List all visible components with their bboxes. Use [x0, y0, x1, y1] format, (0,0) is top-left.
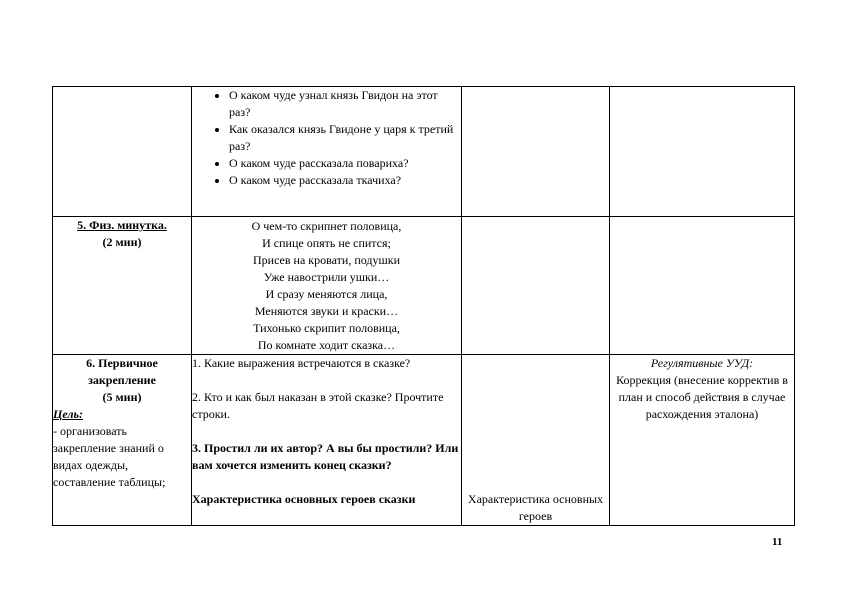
stage-cell — [53, 87, 192, 217]
stage-title-line: закрепление — [88, 373, 156, 387]
stage-title-line: 6. Первичное — [86, 356, 158, 370]
table-row — [53, 217, 795, 355]
goal-label: Цель: — [53, 407, 83, 421]
list-item: • О каком чуде узнал князь Гвидон на этот раз? — [229, 87, 461, 121]
poem-line: И сразу меняются лица, — [265, 287, 388, 301]
stage-duration: (2 мин) — [102, 235, 142, 249]
poem-line: О чем-то скрипнет половица, — [251, 219, 402, 233]
list-item: • О каком чуде рассказала ткачиха? — [229, 172, 461, 189]
question-text: 1. Какие выражения встречаются в сказке? — [192, 356, 411, 370]
uud-cell — [610, 87, 795, 217]
page-number: 11 — [772, 536, 783, 548]
stage-title: 5. Физ. минутка. — [77, 218, 167, 232]
student-activity-cell — [462, 87, 610, 217]
questions-cell — [192, 355, 462, 526]
student-activity-cell — [462, 355, 610, 526]
uud-text: Коррекция (внесение корректив в план и способ действия в случае расхождения эталона) — [616, 373, 788, 421]
uud-cell — [610, 217, 795, 355]
stage-cell — [53, 217, 192, 355]
student-activity-text: Характеристика основных героев — [467, 492, 604, 523]
list-item: • О каком чуде рассказала повариха? — [229, 155, 461, 172]
poem — [192, 217, 461, 354]
uud-cell — [610, 355, 795, 526]
uud-label: Регулятивные УУД: — [650, 356, 754, 370]
goal-text: - организовать закрепление знаний о видах одежды, составление таблицы; — [53, 424, 166, 489]
table-row — [53, 355, 795, 526]
question-list — [192, 87, 461, 189]
stage-cell — [53, 355, 192, 526]
poem-line: Уже навострили ушки… — [263, 270, 390, 284]
question-text: Характеристика основных героев сказки — [192, 492, 416, 506]
question-text: 2. Кто и как был наказан в этой сказке? Прочтите строки. — [192, 390, 444, 421]
poem-line: По комнате ходит сказка… — [257, 338, 396, 352]
student-activity-cell — [462, 217, 610, 355]
table-row — [53, 87, 795, 217]
poem-cell — [192, 217, 462, 355]
poem-line: И спице опять не спится; — [262, 236, 391, 250]
question-text: 3. Простил ли их автор? А вы бы простили? Или вам хочется изменить конец сказки? — [192, 441, 459, 472]
poem-line: Меняются звуки и краски… — [254, 304, 399, 318]
poem-line: Тихонько скрипит половица, — [253, 321, 400, 335]
lesson-plan-table — [52, 86, 795, 526]
poem-line: Присев на кровати, подушки — [253, 253, 400, 267]
questions-cell — [192, 87, 462, 217]
stage-duration: (5 мин) — [102, 390, 142, 404]
list-item: • Как оказался князь Гвидоне у царя к третий раз? — [229, 121, 461, 155]
